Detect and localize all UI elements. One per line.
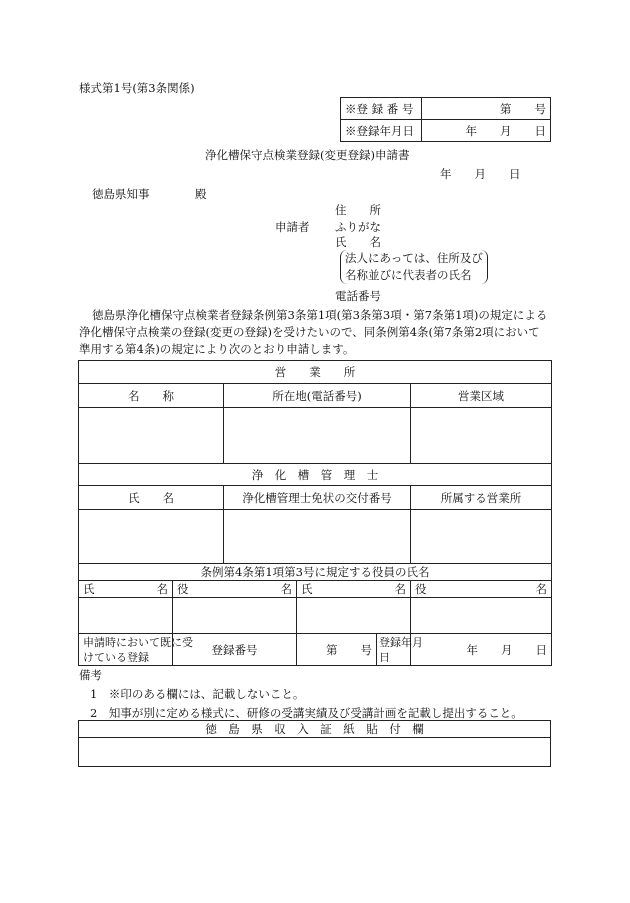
officer-role-header-2-a: 役 <box>415 582 427 596</box>
officer-name-header-2 <box>297 581 411 598</box>
existing-registration-label-line2: けている登録 <box>83 650 149 664</box>
revenue-stamp-box <box>78 720 551 767</box>
manager-name-header: 氏 名 <box>79 486 224 510</box>
registration-number-field[interactable]: 第 号 <box>422 98 551 120</box>
registration-number-label: ※登 録 番 号 <box>341 98 422 120</box>
applicant-furigana-label: ふりがな <box>335 220 381 234</box>
officer-role-header-1 <box>173 581 297 598</box>
form-number: 様式第1号(第3条関係) <box>79 81 195 95</box>
office-area-cell[interactable] <box>411 408 552 464</box>
officer-role-header-1-a: 役 <box>177 582 189 596</box>
revenue-stamp-area[interactable] <box>79 738 551 767</box>
existing-reg-number-field[interactable]: 第 号 <box>297 634 377 666</box>
application-date[interactable]: 年 月 日 <box>440 167 521 181</box>
officer-name-header-2-b: 名 <box>394 582 406 596</box>
existing-reg-date-field[interactable]: 年 月 日 <box>411 634 552 666</box>
corporation-note <box>340 250 488 284</box>
manager-section-header: 浄 化 槽 管 理 士 <box>79 464 552 486</box>
manager-license-cell[interactable] <box>224 510 411 564</box>
body-text-line2: 浄化槽保守点検業の登録(変更の登録)を受けたいので、同条例第4条(第7条第2項において <box>79 325 540 339</box>
registration-date-field[interactable]: 年 月 日 <box>422 120 551 142</box>
office-name-header: 名 称 <box>79 384 224 408</box>
existing-reg-number-label: 登録番号 <box>173 634 297 666</box>
existing-registration-label-line1: 申請時において既に受 <box>83 635 193 649</box>
registration-date-label: ※登録年月日 <box>341 120 422 142</box>
existing-reg-date-label <box>377 634 423 666</box>
office-location-cell[interactable] <box>224 408 411 464</box>
corporation-note-line2: 名称並びに代表者の氏名 <box>345 268 472 282</box>
honorific: 殿 <box>195 187 207 201</box>
officer-name-header-2-a: 氏 <box>301 582 313 596</box>
addressee: 徳島県知事 <box>92 187 150 201</box>
existing-reg-date-label-line2: 日 <box>379 650 390 664</box>
office-location-header: 所在地(電話番号) <box>224 384 411 408</box>
office-area-header: 営業区域 <box>411 384 552 408</box>
officer-name-header-1 <box>79 581 173 598</box>
revenue-stamp-header: 徳 島 県 収 入 証 紙 貼 付 欄 <box>79 721 551 738</box>
officer-role-header-2 <box>411 581 552 598</box>
manager-name-cell[interactable] <box>79 510 224 564</box>
manager-office-cell[interactable] <box>411 510 552 564</box>
applicant-address-label: 住 所 <box>335 203 381 217</box>
officer-name-header-1-b: 名 <box>156 582 168 596</box>
office-name-cell[interactable] <box>79 408 224 464</box>
applicant-name-label: 氏 名 <box>335 235 381 249</box>
corporation-note-line1: 法人にあっては、住所及び <box>345 251 483 265</box>
notes-item-2: 2 知事が別に定める様式に、研修の受講実績及び受講計画を記載し提出すること。 <box>90 706 523 720</box>
officer-section-header: 条例第4条第1項第3号に規定する役員の氏名 <box>79 564 552 581</box>
officer-name-cell-1[interactable] <box>79 598 173 634</box>
body-text-line3: 準用する第4条)の規定により次のとおり申請します。 <box>79 342 355 356</box>
officer-role-header-1-b: 名 <box>280 582 292 596</box>
existing-reg-date-label-line1: 登録年月 <box>379 635 423 649</box>
application-table <box>78 360 552 666</box>
notes-item-1: 1 ※印のある欄には、記載しないこと。 <box>90 687 305 701</box>
registration-box <box>340 97 551 142</box>
manager-office-header: 所属する営業所 <box>411 486 552 510</box>
page-title: 浄化槽保守点検業登録(変更登録)申請書 <box>205 148 410 162</box>
office-section-header: 営 業 所 <box>79 361 552 384</box>
officer-role-cell-2[interactable] <box>411 598 552 634</box>
officer-name-cell-2[interactable] <box>297 598 411 634</box>
applicant-phone-label: 電話番号 <box>335 289 381 303</box>
notes-heading: 備考 <box>79 668 102 682</box>
officer-role-header-2-b: 名 <box>535 582 547 596</box>
officer-name-header-1-a: 氏 <box>83 582 95 596</box>
manager-license-header: 浄化槽管理士免状の交付番号 <box>224 486 411 510</box>
body-text-line1: 徳島県浄化槽保守点検業者登録条例第3条第1項(第3条第3項・第7条第1項)の規定による <box>92 308 548 322</box>
applicant-label: 申請者 <box>275 220 310 234</box>
officer-role-cell-1[interactable] <box>173 598 297 634</box>
existing-registration-label <box>79 634 193 666</box>
